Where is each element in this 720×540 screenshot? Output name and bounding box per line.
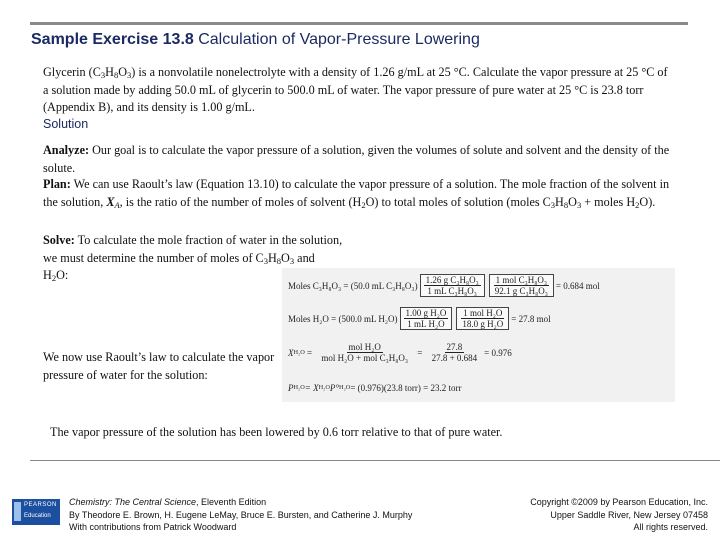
- exercise-title: Calculation of Vapor-Pressure Lowering: [193, 31, 480, 48]
- pearson-logo-mark: [14, 502, 21, 521]
- book-title: Chemistry: The Central Science: [69, 497, 197, 507]
- analyze-paragraph: Analyze: Our goal is to calculate the vapor pressure of a solution, given the volumes of solute and solvent and the density of the solute.: [43, 143, 670, 175]
- raoult-paragraph: We now use Raoult’s law to calculate the vapor pressure of water for the solution:: [43, 350, 275, 382]
- moles-glycerin-equation: Moles C₃H₈O₃ = (50.0 mL C₃H₈O₃) $\frac{\text{1.26 g C₃H₈O₃}}{\text{1 mL C₃H₈O₃}}$ $\frac{\text{1 mol C₃H₈O₃}}{\text{92.1 g C₃H₈O₃}}$ = 0.684 mol: [288, 275, 600, 296]
- page-title: [31, 31, 480, 49]
- conclusion: The vapor pressure of the solution has been lowered by 0.6 torr relative to that of pure water.: [50, 425, 503, 439]
- raoult-equation-image: [282, 338, 675, 402]
- book-authors: By Theodore E. Brown, H. Eugene LeMay, Bruce E. Bursten, and Catherine J. Murphy: [69, 509, 413, 520]
- pearson-logo: PEARSON Education: [12, 499, 60, 525]
- solution-heading: Solution: [43, 117, 89, 131]
- plan-paragraph: Plan: We can use Raoult’s law (Equation 13.10) to calculate the vapor pressure of a solution. The mole fraction of the solvent in the solution, $X_A$, is the ratio of the number of moles of solvent $(H_2O)$ to total moles of solution (moles $C_3H_8O_3$ + moles $H_2O$).: [43, 177, 670, 210]
- copyright-notice: Copyright ©2009 by Pearson Education, Inc. Upper Saddle River, New Jersey 07458 All rights reserved.: [530, 497, 708, 532]
- top-rule: [30, 22, 688, 25]
- mole-fraction-equation: X H₂O = $\frac{\text{mol H₂O}}{\text{mol H₂O + mol C₃H₈O₃}}$ = $\frac{27.8}{27.8 + 0.684}$ = 0.976: [288, 342, 512, 363]
- solve-paragraph: Solve: To calculate the mole fraction of water in the solution, we must determine the number of moles of $C_3H_8O_3$ and $H_2O$:: [43, 233, 343, 284]
- book-credits: [69, 496, 412, 534]
- footer-rule: [30, 460, 720, 461]
- exercise-number: Sample Exercise 13.8: [31, 31, 194, 48]
- moles-water-equation: Moles H₂O = (500.0 mL H₂O) $\frac{\text{1.00 g H₂O}}{\text{1 mL H₂O}}$ $\frac{\text{1 mol H₂O}}{\text{18.0 g H₂O}}$ = 27.8 mol: [288, 308, 551, 329]
- book-edition: , Eleventh Edition: [196, 497, 267, 507]
- problem-statement: Glycerin $(C_3H_8O_3)$ is a nonvolatile nonelectrolyte with a density of 1.26 g/mL at 25 °C. Calculate the vapor pressure at 25 °C of a solution made by adding 50.0 mL of glycerin to 500.0 mL of water. The vapor pressure of pure water at 25 °C is 23.8 torr (Appendix B), and its density is 1.00 g/mL.: [43, 65, 668, 115]
- moles-equation-image: [282, 268, 675, 347]
- vapor-pressure-equation: P H₂O = X H₂O P° H₂O = (0.976)(23.8 torr) = 23.2 torr: [288, 383, 462, 393]
- book-contributors: With contributions from Patrick Woodward: [69, 522, 237, 532]
